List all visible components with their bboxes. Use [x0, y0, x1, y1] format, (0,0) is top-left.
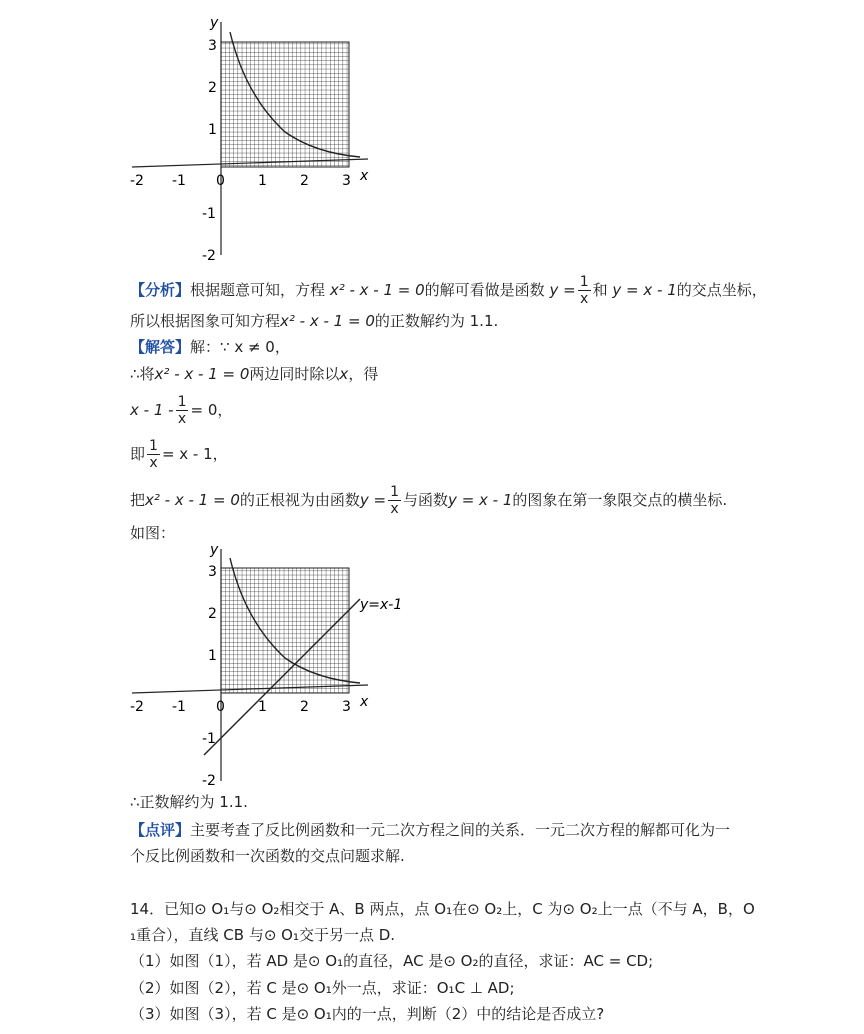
function-linear: y = x - 1 — [448, 491, 513, 509]
x-tick: 3 — [342, 173, 351, 189]
text: = x - 1， — [161, 445, 228, 463]
y-tick: -2 — [202, 773, 216, 789]
text: 的交点坐标， — [676, 281, 767, 299]
fraction-1-over-x: $\frac{1}{x}$ — [149, 438, 158, 471]
text: 根据题意可知，方程 — [190, 281, 326, 299]
y-tick: 3 — [208, 564, 217, 580]
text: 把 — [130, 491, 146, 509]
x-tick: 1 — [258, 699, 267, 715]
solution-line-5 — [130, 484, 727, 517]
y-tick: 1 — [208, 122, 217, 138]
fraction-1-over-x: $\frac{1}{x}$ — [177, 394, 187, 427]
x-axis-label: x — [360, 694, 369, 710]
text: 的图象在第一象限交点的横坐标. — [512, 491, 728, 509]
x-tick: 1 — [258, 173, 267, 189]
text: 即 — [130, 445, 146, 463]
solution-line-3 — [130, 394, 232, 427]
x-tick: -2 — [130, 699, 144, 715]
variable: x — [339, 365, 349, 383]
analysis-line-2 — [130, 311, 498, 331]
comment-line-2 — [130, 846, 405, 866]
text: （1）如图（1），若 AD 是⊙ O₁的直径，AC 是⊙ O₂的直径，求证：AC = CD; — [130, 952, 654, 970]
line-label: y=x-1 — [360, 597, 403, 613]
text: ₁重合），直线 CB 与⊙ O₁交于另一点 D. — [130, 926, 396, 944]
solution-tag: 【解答】 — [130, 338, 191, 356]
solution-line-1 — [130, 337, 290, 357]
equation: x² - x - 1 = 0 — [280, 312, 375, 330]
text: 主要考查了反比例函数和一元二次方程之间的关系．一元二次方程的解都可化为一 — [190, 821, 731, 839]
text: 所以根据图象可知方程 — [130, 312, 281, 330]
comment-tag: 【点评】 — [130, 821, 191, 839]
text: ∴将 — [130, 365, 155, 383]
equation: x² - x - 1 = 0 — [145, 491, 240, 509]
x-axis-label: x — [360, 168, 369, 184]
solution-line-2 — [130, 364, 378, 384]
comment-line-1 — [130, 820, 730, 840]
text: 解：∵ x ≠ 0， — [190, 338, 290, 356]
x-tick: -2 — [130, 173, 144, 189]
function-lhs: y = — [359, 491, 387, 509]
text: x - 1 - — [130, 401, 174, 419]
problem-14-q1 — [130, 951, 653, 971]
problem-14-q3 — [130, 1004, 604, 1024]
text: 和 — [592, 281, 608, 299]
fraction-1-over-x: $\frac{1}{x}$ — [390, 484, 400, 517]
graph-1 — [120, 10, 380, 265]
x-tick: 3 — [342, 699, 351, 715]
grid-region — [221, 42, 349, 167]
fraction-1-over-x: $\frac{1}{x}$ — [579, 274, 589, 307]
analysis-line-1 — [130, 274, 767, 307]
x-tick: 2 — [300, 699, 309, 715]
y-axis-label: y — [210, 15, 219, 31]
x-tick: 0 — [216, 173, 225, 189]
y-tick: 3 — [208, 38, 217, 54]
problem-14-line-2 — [130, 925, 395, 945]
analysis-tag: 【分析】 — [130, 281, 191, 299]
function-linear: y = x - 1 — [612, 281, 677, 299]
text: 14．已知⊙ O₁与⊙ O₂相交于 A、B 两点，点 O₁在⊙ O₂上，C 为⊙ O₂上一点（不与 A，B，O — [130, 900, 755, 918]
text: 个反比例函数和一次函数的交点问题求解. — [130, 847, 405, 865]
solution-line-4 — [130, 438, 228, 471]
text: 的正数解约为 1.1. — [374, 312, 499, 330]
y-tick: -2 — [202, 248, 216, 264]
text: 的解可看做是函数 — [424, 281, 545, 299]
text: 与函数 — [403, 491, 449, 509]
y-axis-label: y — [210, 542, 219, 558]
y-tick: -1 — [202, 206, 216, 222]
x-tick: 2 — [300, 173, 309, 189]
text: ，得 — [348, 365, 379, 383]
problem-14-q2 — [130, 978, 515, 998]
equation: x² - x - 1 = 0 — [329, 281, 425, 299]
y-tick: 1 — [208, 648, 217, 664]
text: （2）如图（2），若 C 是⊙ O₁外一点，求证：O₁C ⊥ AD; — [130, 979, 515, 997]
text: = 0， — [190, 401, 233, 419]
equation: x² - x - 1 = 0 — [154, 365, 250, 383]
x-tick: -1 — [172, 173, 186, 189]
text: （3）如图（3），若 C 是⊙ O₁内的一点，判断（2）中的结论是否成立? — [130, 1005, 605, 1023]
y-tick: 2 — [208, 606, 217, 622]
text: 两边同时除以 — [249, 365, 340, 383]
function-lhs: y = — [549, 281, 576, 299]
graph-2 — [120, 537, 410, 789]
y-tick: 2 — [208, 80, 217, 96]
solution-conclusion — [130, 792, 248, 812]
text: ∴正数解约为 1.1. — [130, 793, 248, 811]
text: 的正根视为由函数 — [239, 491, 360, 509]
text: 如图： — [130, 524, 176, 542]
x-tick: -1 — [172, 699, 186, 715]
problem-14-line-1 — [130, 899, 755, 919]
x-tick: 0 — [216, 699, 225, 715]
y-tick: -1 — [202, 731, 216, 747]
